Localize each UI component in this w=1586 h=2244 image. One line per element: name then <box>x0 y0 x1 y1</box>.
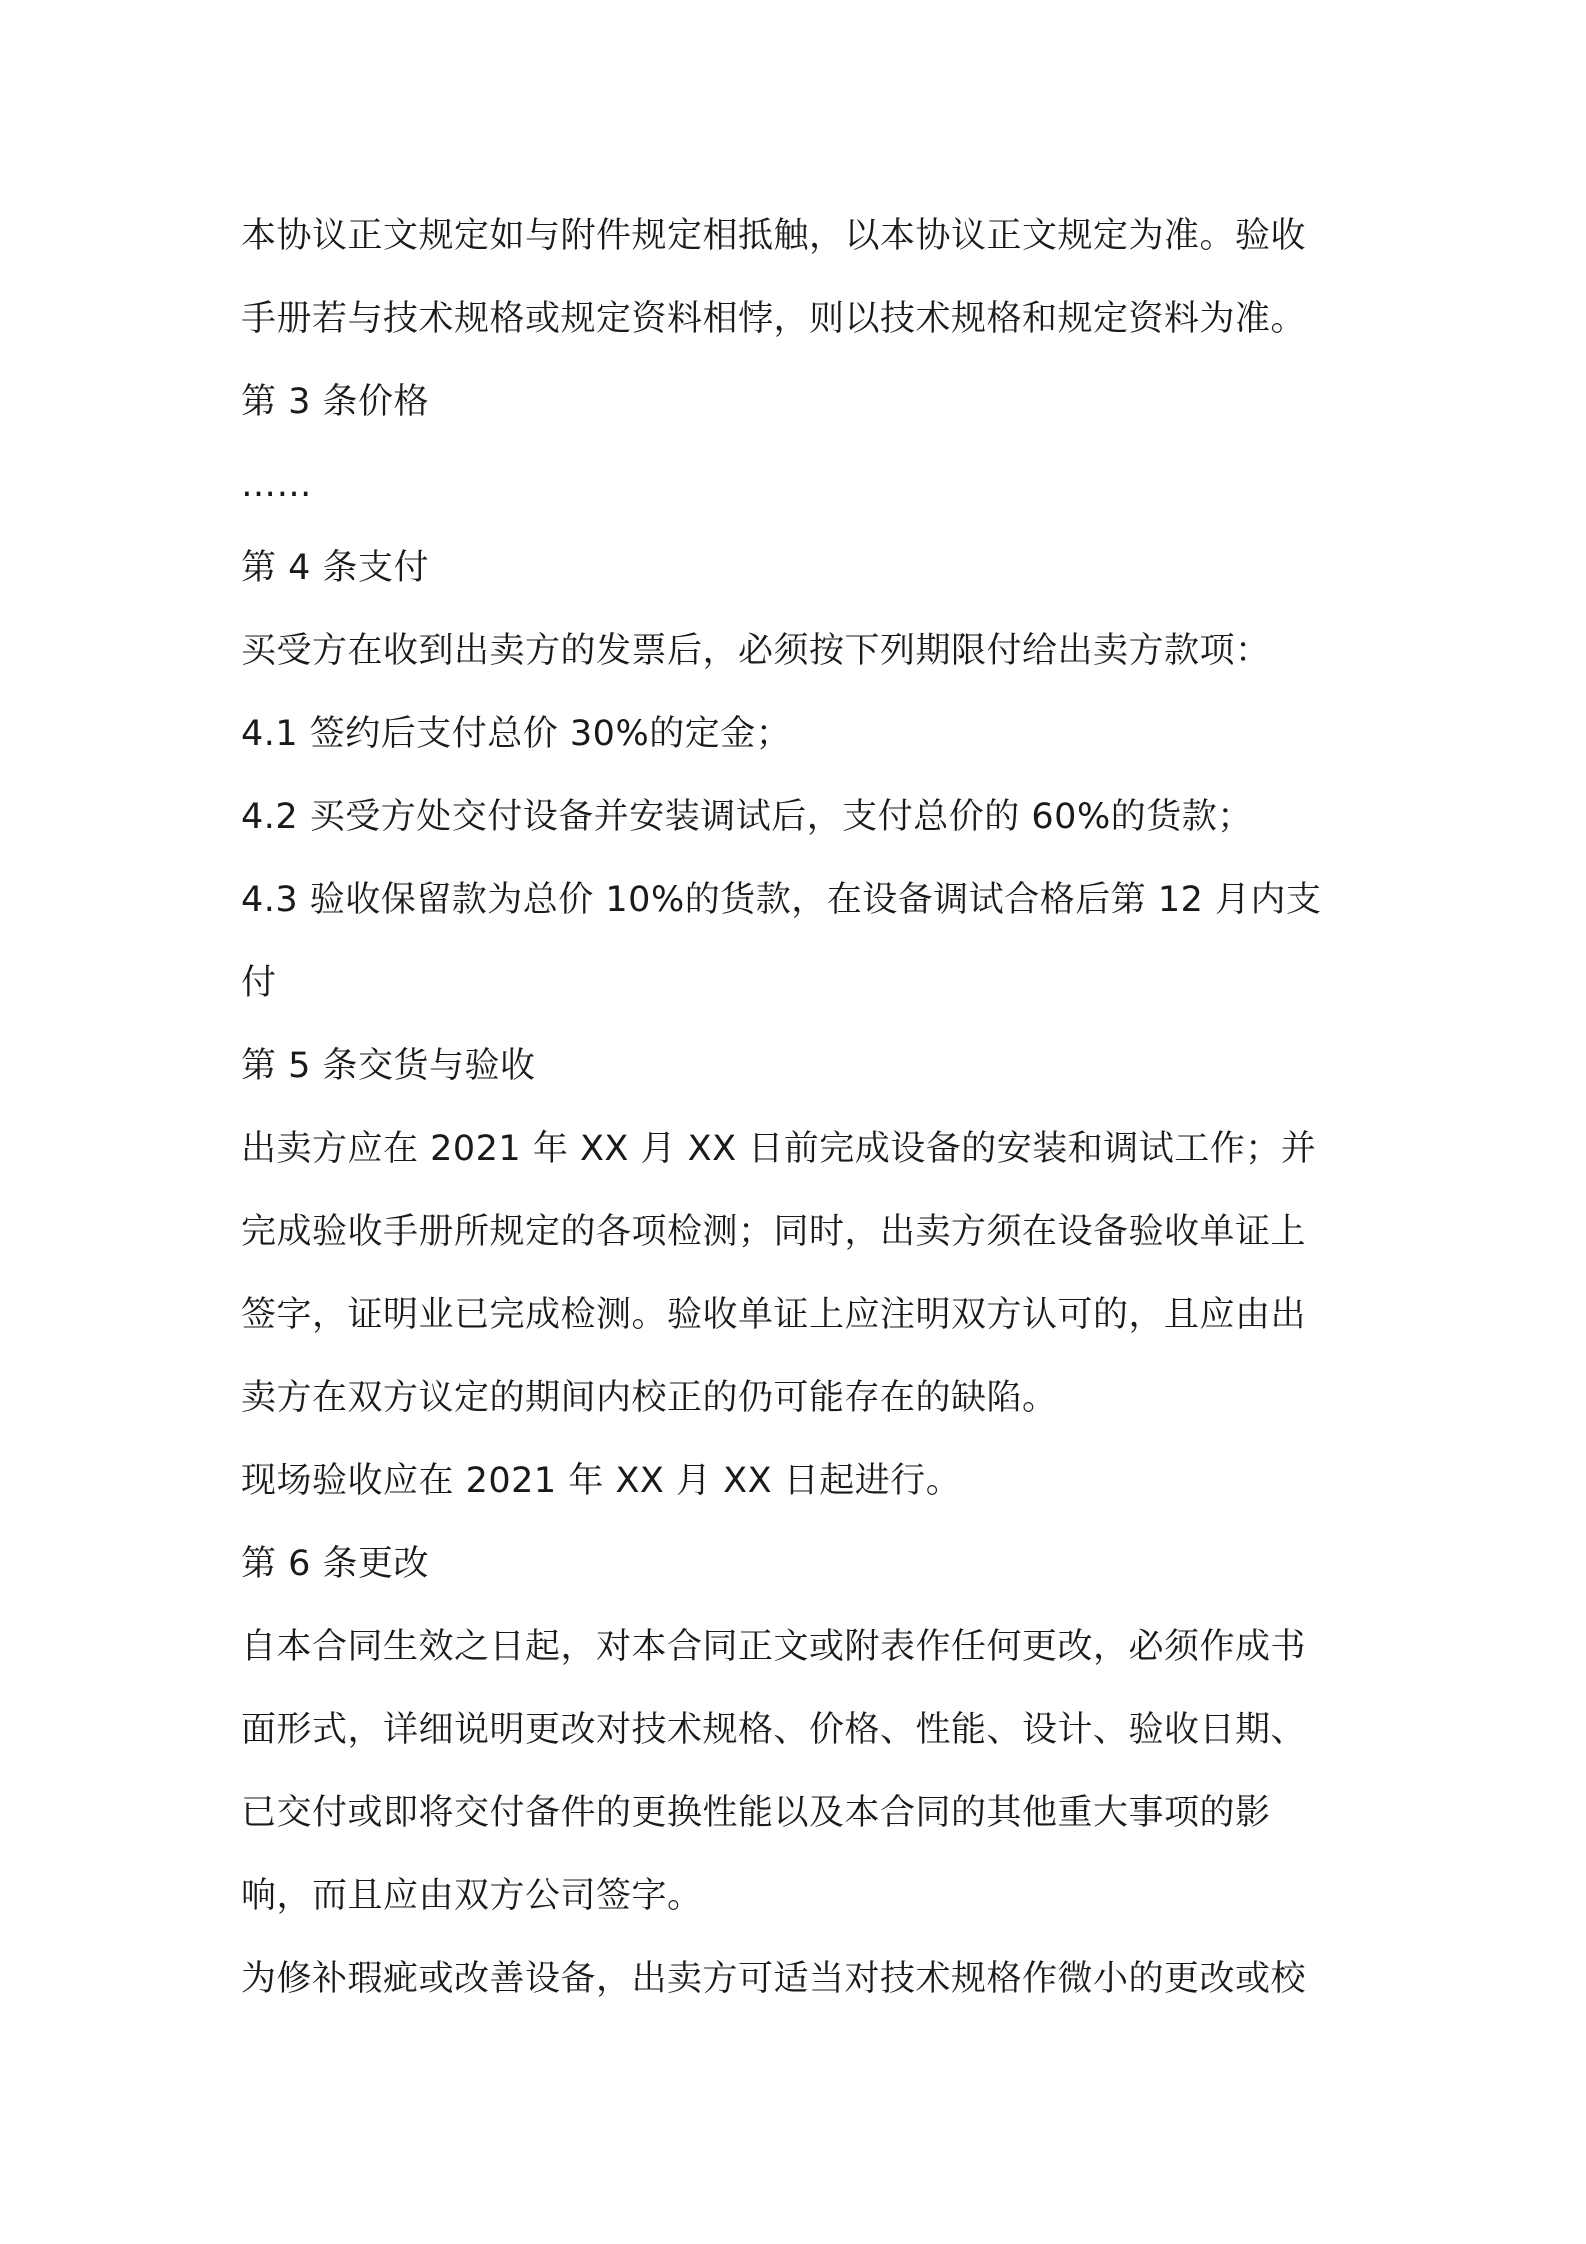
body-line: 出卖方应在 2021 年 XX 月 XX 日前完成设备的安装和调试工作；并 <box>241 1129 1317 1169</box>
body-line: 已交付或即将交付备件的更换性能以及本合同的其他重大事项的影 <box>241 1793 1271 1833</box>
body-line: 买受方在收到出卖方的发票后，必须按下列期限付给出卖方款项： <box>241 631 1271 671</box>
list-item: 4.1 签约后支付总价 30%的定金； <box>241 714 792 754</box>
body-line: 响，而且应由双方公司签字。 <box>241 1876 703 1916</box>
body-line: 面形式，详细说明更改对技术规格、价格、性能、设计、验收日期、 <box>241 1710 1307 1750</box>
body-line: 卖方在双方议定的期间内校正的仍可能存在的缺陷。 <box>241 1378 1058 1418</box>
body-line: 为修补瑕疵或改善设备，出卖方可适当对技术规格作微小的更改或校 <box>241 1959 1307 1999</box>
body-line: 完成验收手册所规定的各项检测；同时，出卖方须在设备验收单证上 <box>241 1212 1307 1252</box>
section-heading: 第 4 条支付 <box>241 548 430 588</box>
list-item: 4.3 验收保留款为总价 10%的货款，在设备调试合格后第 12 月内支 <box>241 880 1322 920</box>
list-item: 4.2 买受方处交付设备并安装调试后，支付总价的 60%的货款； <box>241 797 1253 837</box>
section-heading: 第 3 条价格 <box>241 382 430 422</box>
body-line: 手册若与技术规格或规定资料相悖，则以技术规格和规定资料为准。 <box>241 299 1307 339</box>
body-line: 现场验收应在 2021 年 XX 月 XX 日起进行。 <box>241 1461 962 1501</box>
section-heading: 第 6 条更改 <box>241 1544 430 1584</box>
body-line: 自本合同生效之日起，对本合同正文或附表作任何更改，必须作成书 <box>241 1627 1307 1667</box>
body-line: 付 <box>241 963 277 1003</box>
document-body <box>241 195 1356 2021</box>
body-line: 本协议正文规定如与附件规定相抵触，以本协议正文规定为准。验收 <box>241 216 1307 256</box>
ellipsis-line: …… <box>241 465 312 505</box>
body-line: 签字，证明业已完成检测。验收单证上应注明双方认可的，且应由出 <box>241 1295 1307 1335</box>
section-heading: 第 5 条交货与验收 <box>241 1046 536 1086</box>
